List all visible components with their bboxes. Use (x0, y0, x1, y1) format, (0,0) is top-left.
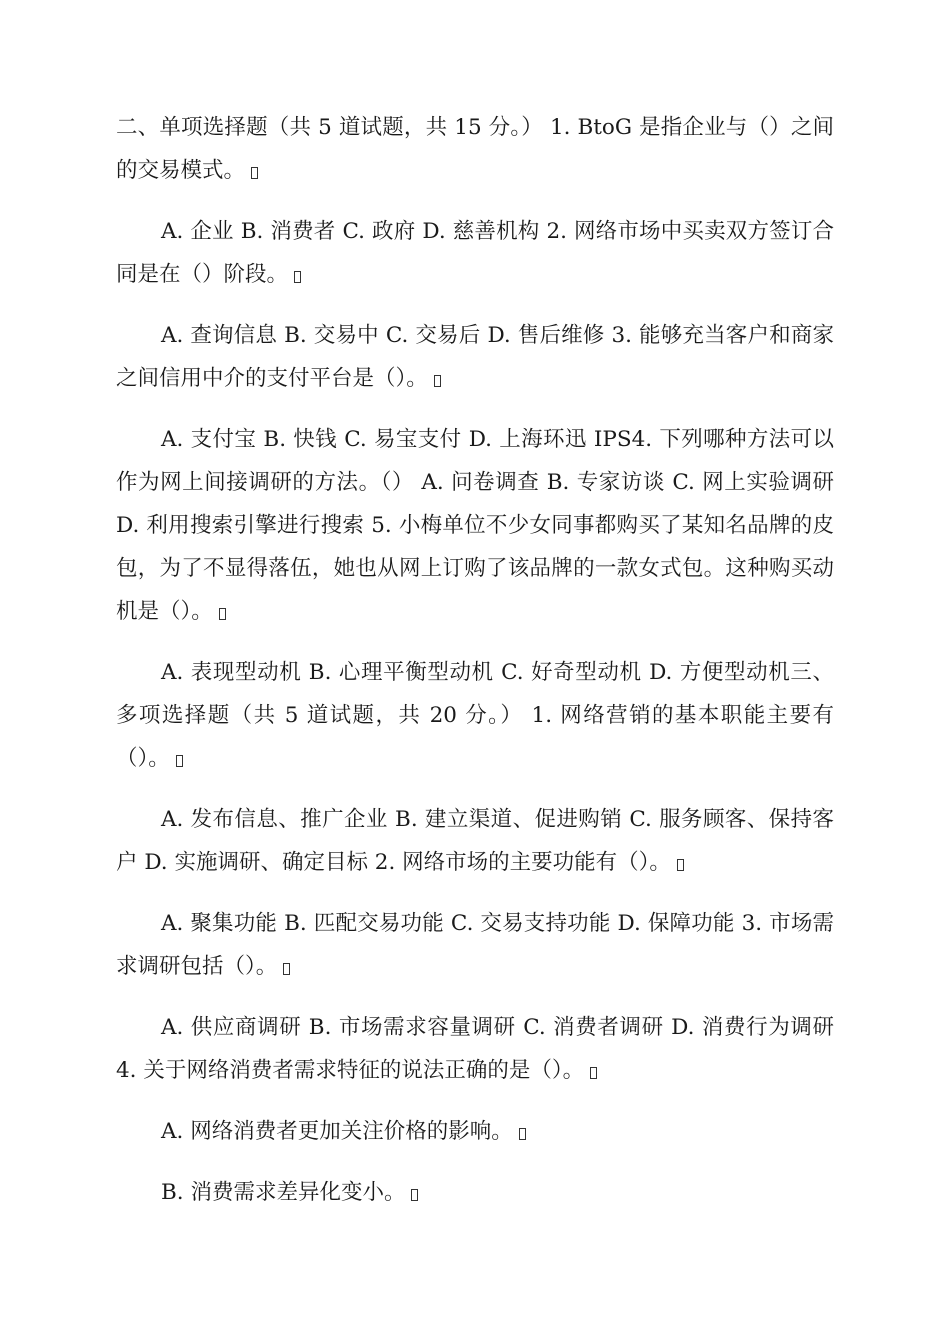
missing-glyph-icon (176, 755, 183, 767)
paragraph-text: A. 发布信息、推广企业 B. 建立渠道、促进购销 C. 服务顾客、保持客户 D. 实施调研、确定目标 2. 网络市场的主要功能有（）。 (116, 807, 834, 875)
missing-glyph-icon (677, 859, 684, 871)
paragraph-3 (116, 314, 834, 400)
paragraph-9 (116, 1110, 834, 1153)
paragraph-6 (116, 798, 834, 884)
paragraph-text: A. 查询信息 B. 交易中 C. 交易后 D. 售后维修 3. 能够充当客户和商家之间信用中介的支付平台是（）。 (116, 323, 834, 391)
paragraph-text: A. 表现型动机 B. 心理平衡型动机 C. 好奇型动机 D. 方便型动机三、多项选择题（共 5 道试题，共 20 分。） 1. 网络营销的基本职能主要有（）。 (116, 660, 834, 771)
missing-glyph-icon (590, 1067, 597, 1079)
paragraph-1 (116, 106, 834, 192)
missing-glyph-icon (251, 167, 258, 179)
missing-glyph-icon (219, 608, 226, 620)
paragraph-4 (116, 418, 834, 633)
paragraph-text: 二、单项选择题（共 5 道试题，共 15 分。） 1. BtoG 是指企业与（）之间的交易模式。 (116, 115, 834, 183)
paragraph-2 (116, 210, 834, 296)
paragraph-text: B. 消费需求差异化变小。 (161, 1180, 406, 1205)
missing-glyph-icon (519, 1128, 526, 1140)
missing-glyph-icon (283, 963, 290, 975)
paragraph-10 (116, 1171, 834, 1214)
missing-glyph-icon (411, 1189, 418, 1201)
paragraph-text: A. 聚集功能 B. 匹配交易功能 C. 交易支持功能 D. 保障功能 3. 市场需求调研包括（）。 (116, 911, 834, 979)
missing-glyph-icon (434, 375, 441, 387)
paragraph-8 (116, 1006, 834, 1092)
paragraph-text: A. 支付宝 B. 快钱 C. 易宝支付 D. 上海环迅 IPS4. 下列哪种方法可以作为网上间接调研的方法。（） A. 问卷调查 B. 专家访谈 C. 网上实验调研 D. 利用搜索引擎进行搜索 5. 小梅单位不少女同事都购买了某知名品牌的皮包，为了不显得落伍，她也从网上订购了该品牌的一款女式包。这种购买动机是（）。 (116, 427, 834, 624)
paragraph-5 (116, 651, 834, 780)
paragraph-text: A. 供应商调研 B. 市场需求容量调研 C. 消费者调研 D. 消费行为调研 4. 关于网络消费者需求特征的说法正确的是（）。 (116, 1015, 834, 1083)
document-body (116, 106, 834, 1232)
paragraph-7 (116, 902, 834, 988)
paragraph-text: A. 企业 B. 消费者 C. 政府 D. 慈善机构 2. 网络市场中买卖双方签订合同是在（）阶段。 (116, 219, 834, 287)
missing-glyph-icon (294, 271, 301, 283)
paragraph-text: A. 网络消费者更加关注价格的影响。 (161, 1119, 513, 1144)
